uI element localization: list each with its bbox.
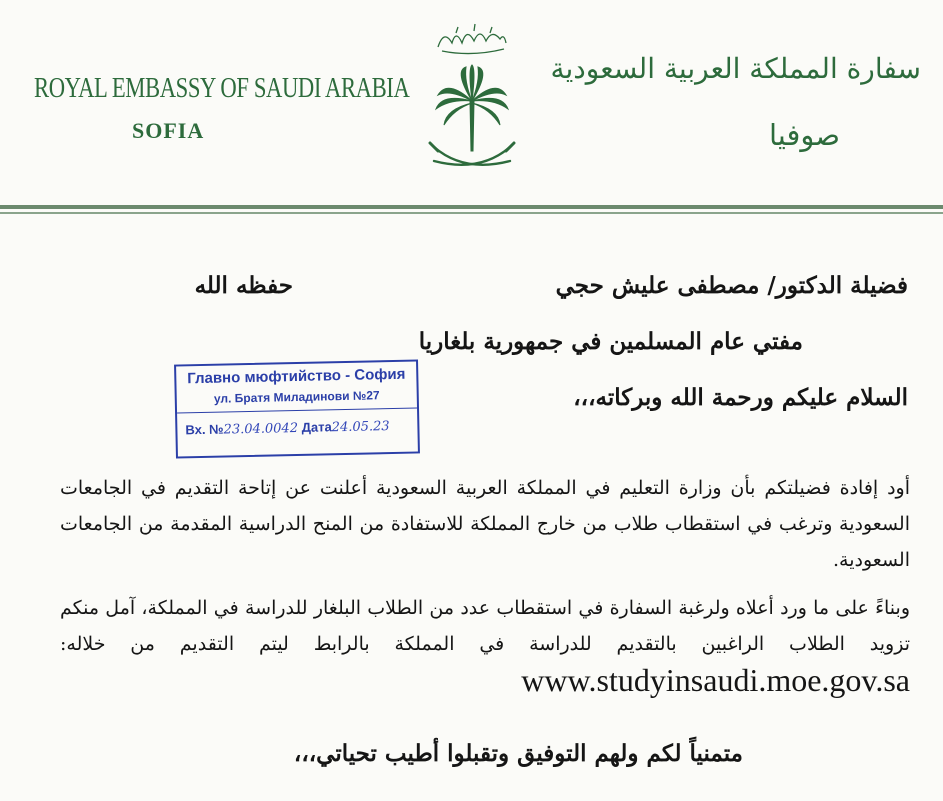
stamp-date-handwritten: 24.05.23	[331, 419, 390, 436]
stamp-divider	[177, 407, 417, 413]
stamp-number-handwritten: 23.04.0042	[223, 420, 299, 438]
stamp-registry-line	[185, 418, 390, 438]
stamp-number-label: Вх. №	[185, 421, 224, 438]
city-name-ar: صوفيا	[768, 118, 840, 152]
embassy-name-ar: سفارة المملكة العربية السعودية	[550, 52, 921, 85]
letterhead-divider-thin	[0, 212, 943, 214]
addressee-title: مفتي عام المسلمين في جمهورية بلغاريا	[418, 328, 803, 355]
closing-line: متمنياً لكم ولهم التوفيق وتقبلوا أطيب تحياتي،،،	[293, 740, 743, 767]
letter-paragraph-2	[60, 590, 910, 703]
letterhead-divider	[0, 205, 943, 209]
palm-tree	[436, 65, 508, 151]
registry-stamp	[174, 359, 420, 458]
letterhead	[0, 0, 943, 205]
stamp-date-label: Дата	[301, 419, 332, 435]
paragraph-2-text: وبناءً على ما ورد أعلاه ولرغبة السفارة في استقطاب عدد من الطلاب البلغار للدراسة في المملكة، آمل منكم تزويد الطلاب الراغبين بالتقديم للدراسة في المملكة بالرابط ليتم التقديم من خلاله:	[60, 597, 910, 655]
greeting: السلام عليكم ورحمة الله وبركاته،،،	[573, 384, 908, 411]
palm-and-swords-emblem-icon	[416, 15, 528, 185]
stamp-address: ул. Братя Миладинови №27	[213, 388, 380, 406]
city-name-en: SOFIA	[132, 118, 205, 143]
letter-paragraph-1: أود إفادة فضيلتكم بأن وزارة التعليم في المملكة العربية السعودية أعلنت عن إتاحة التقديم في الجامعات السعودية وترغب في استقطاب طلاب من خارج المملكة للاستفادة من المنح الدراسية المقدمة من الجامعات السعودية.	[60, 477, 910, 571]
stamp-office-name: Главно мюфтийство - София	[187, 365, 406, 388]
honorific: حفظه الله	[194, 272, 293, 299]
study-portal-link[interactable]: www.studyinsaudi.moe.gov.sa	[521, 662, 910, 698]
addressee-name: فضيلة الدكتور/ مصطفى عليش حجي	[555, 272, 908, 299]
basmala-calligraphy	[438, 24, 506, 54]
embassy-name-en: ROYAL EMBASSY OF SAUDI ARABIA	[34, 72, 410, 104]
